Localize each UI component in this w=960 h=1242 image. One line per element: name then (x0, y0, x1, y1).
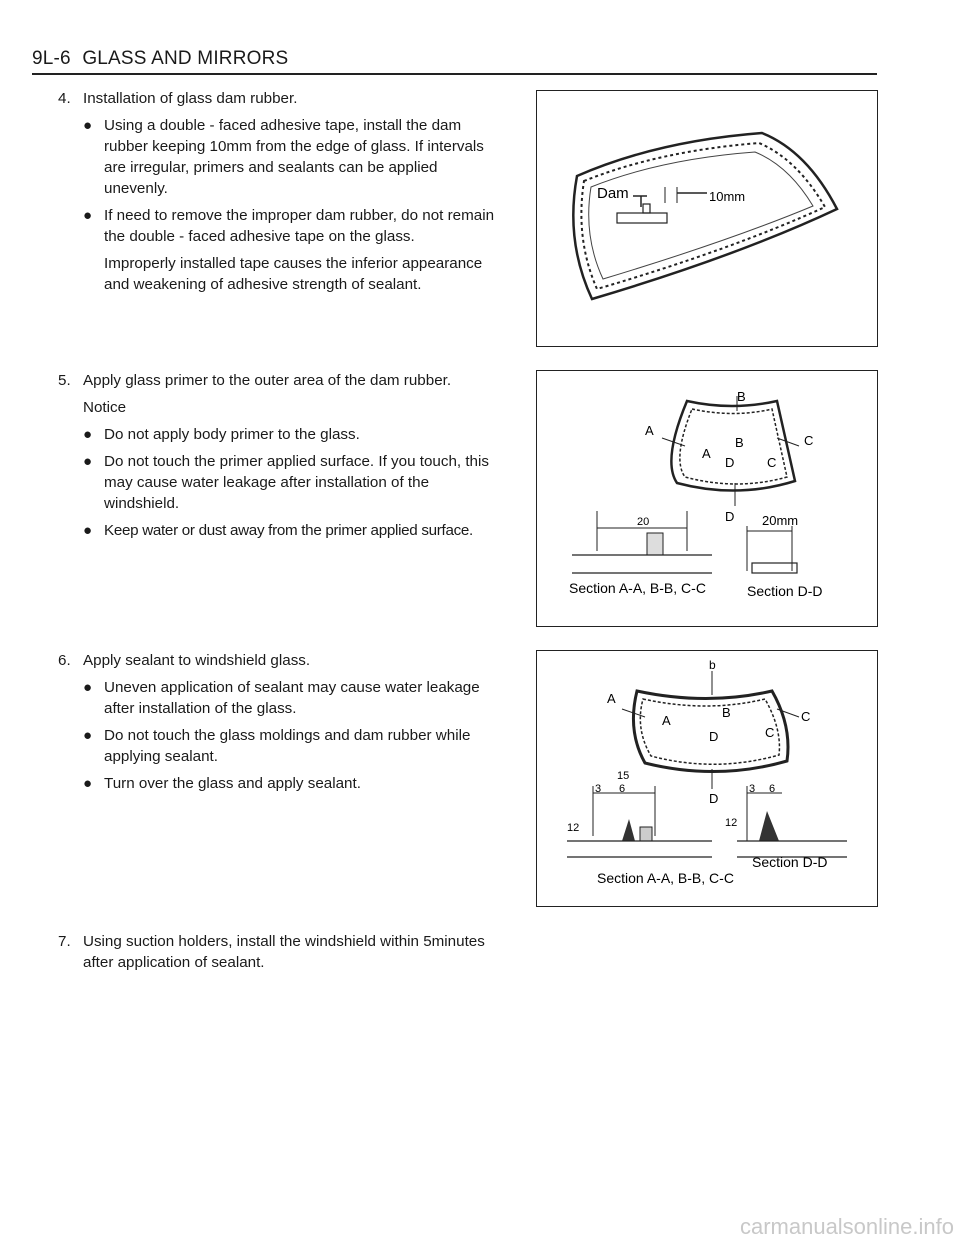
label-b-inner: B (722, 705, 731, 720)
bullet-icon: ● (83, 207, 93, 224)
label-d-outer: D (725, 509, 735, 524)
label-b-top-small: b (709, 658, 716, 672)
step-5 (58, 370, 498, 541)
step-number: 4. (58, 90, 71, 107)
dim-12-label-d: 12 (725, 817, 738, 829)
figure-sealant (536, 650, 878, 907)
header-rule (32, 73, 877, 75)
label-b-top: B (737, 389, 746, 404)
bullet-item: ● Do not touch the primer applied surface. If you touch, this may cause water leakage after installation of the windshield. (83, 453, 489, 512)
label-a-outer: A (645, 423, 654, 438)
label-d-inner: D (725, 455, 735, 470)
step-text: Using suction holders, install the windshield within 5minutes after application of sealant. (83, 933, 485, 971)
section-abc-label: Section A-A, B-B, C-C (569, 580, 706, 596)
step-7 (58, 931, 498, 973)
dim-15-label: 15 (617, 770, 630, 782)
label-b-inner: B (735, 435, 744, 450)
bullet-icon: ● (83, 522, 92, 539)
figure-primer (536, 370, 878, 627)
primer-diagram (537, 371, 877, 626)
label-a-outer: A (607, 691, 616, 706)
section-code: 9L-6 (32, 48, 71, 69)
step-number: 7. (58, 933, 71, 950)
dam-label: Dam (597, 185, 629, 202)
dim-3-label-d: 3 (749, 783, 756, 795)
bullet-item: ● Keep water or dust away from the primer applied surface. (83, 522, 473, 539)
step-text: Installation of glass dam rubber. (83, 90, 298, 107)
dim-10mm-label: 10mm (709, 189, 746, 204)
bullet-icon: ● (83, 453, 93, 470)
step-number: 5. (58, 372, 71, 389)
section-title: GLASS AND MIRRORS (82, 48, 289, 69)
step-note: Improperly installed tape causes the inferior appearance and weakening of adhesive strength of sealant. (104, 255, 483, 293)
section-d-label: Section D-D (752, 854, 828, 870)
bullet-item: ● If need to remove the improper dam rubber, do not remain the double - faced adhesive tape on the glass. (83, 207, 495, 245)
label-c-inner: C (765, 725, 775, 740)
dam-rubber-diagram (537, 91, 877, 346)
section-abc-label: Section A-A, B-B, C-C (597, 870, 734, 886)
figure-dam-rubber (536, 90, 878, 347)
step-4 (58, 88, 498, 295)
bullet-item: ● Do not touch the glass moldings and dam rubber while applying sealant. (83, 727, 471, 765)
notice-label: Notice (83, 399, 127, 416)
step-number: 6. (58, 652, 71, 669)
bullet-icon: ● (83, 727, 93, 744)
section-d-label: Section D-D (747, 583, 823, 599)
bullet-item: ● Turn over the glass and apply sealant. (83, 775, 361, 792)
sealant-diagram (537, 651, 877, 906)
step-6 (58, 650, 498, 794)
bullet-item: ● Do not apply body primer to the glass. (83, 426, 360, 443)
bullet-icon: ● (83, 426, 93, 443)
dim-20mm-label: 20mm (762, 513, 799, 528)
step-text: Apply glass primer to the outer area of the dam rubber. (83, 372, 452, 389)
label-d-inner: D (709, 729, 719, 744)
dim-6-label-d: 6 (769, 783, 776, 795)
label-a-inner: A (702, 446, 711, 461)
dim-12-label: 12 (567, 822, 580, 834)
dim-6-label: 6 (619, 783, 626, 795)
dim-20-label: 20 (637, 516, 650, 528)
step-text: Apply sealant to windshield glass. (83, 652, 311, 669)
page-header (32, 48, 288, 70)
bullet-item: ● Uneven application of sealant may cause water leakage after installation of the glass. (83, 679, 480, 717)
watermark: carmanualsonline.info (739, 1214, 954, 1239)
label-d-outer: D (709, 791, 719, 806)
bullet-icon: ● (83, 117, 93, 134)
label-a-inner: A (662, 713, 671, 728)
label-c-outer: C (801, 709, 811, 724)
bullet-item: ● Using a double - faced adhesive tape, install the dam rubber keeping 10mm from the edge of glass. If intervals are irregular, primers and sealants can be applied unevenly. (83, 117, 484, 197)
label-c-inner: C (767, 455, 777, 470)
dim-3-label: 3 (595, 783, 602, 795)
label-c-outer: C (804, 433, 814, 448)
bullet-icon: ● (83, 775, 93, 792)
bullet-icon: ● (83, 679, 93, 696)
